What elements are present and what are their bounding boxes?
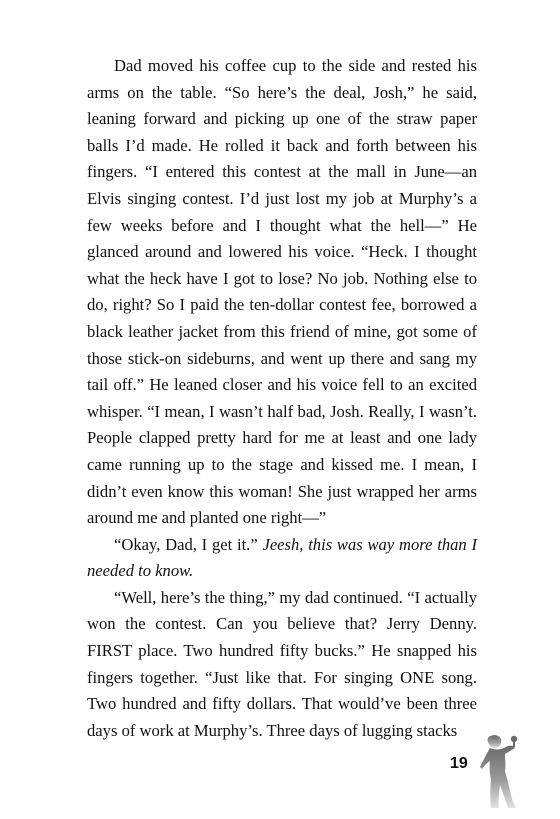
paragraph-text: “Okay, Dad, I get it.”: [114, 534, 258, 554]
paragraph: [87, 532, 477, 585]
page-number: 19: [450, 755, 468, 772]
italic-thought: Jeesh, this was way more than I needed to know.: [87, 534, 477, 581]
paragraph: [87, 53, 477, 532]
elvis-silhouette-icon: [478, 733, 524, 808]
body-text: [87, 53, 477, 744]
paragraph: [87, 585, 477, 745]
paragraph-text: “Well, here’s the thing,” my dad continued. “I actually won the contest. Can you believe that? Jerry Denny. FIRST place. Two hundred fifty bucks.” He snapped his fingers together. “Just like that. For singing ONE song. Two hundred and fifty dollars. That would’ve been three days of work at Murphy’s. Three days of lugging stacks: [87, 587, 477, 740]
paragraph-text: Dad moved his coffee cup to the side and rested his arms on the table. “So here’s the deal, Josh,” he said, leaning forward and picking up one of the straw paper balls I’d made. He rolled it back and forth between his fingers. “I entered this contest at the mall in June—an Elvis singing contest. I’d just lost my job at Murphy’s a few weeks before and I thought what the hell—” He glanced around and lowered his voice. “Heck. I thought what the heck have I got to lose? No job. Nothing else to do, right? So I paid the ten-dollar contest fee, borrowed a black leather jacket from this friend of mine, got some of those stick-on sideburns, and went up there and sang my tail off.” He leaned closer and his voice fell to an excited whisper. “I mean, I wasn’t half bad, Josh. Really, I wasn’t. People clapped pretty hard for me at least and one lady came running up to the stage and kissed me. I mean, I didn’t even know this woman! She just wrapped her arms around me and planted one right—”: [87, 56, 477, 528]
